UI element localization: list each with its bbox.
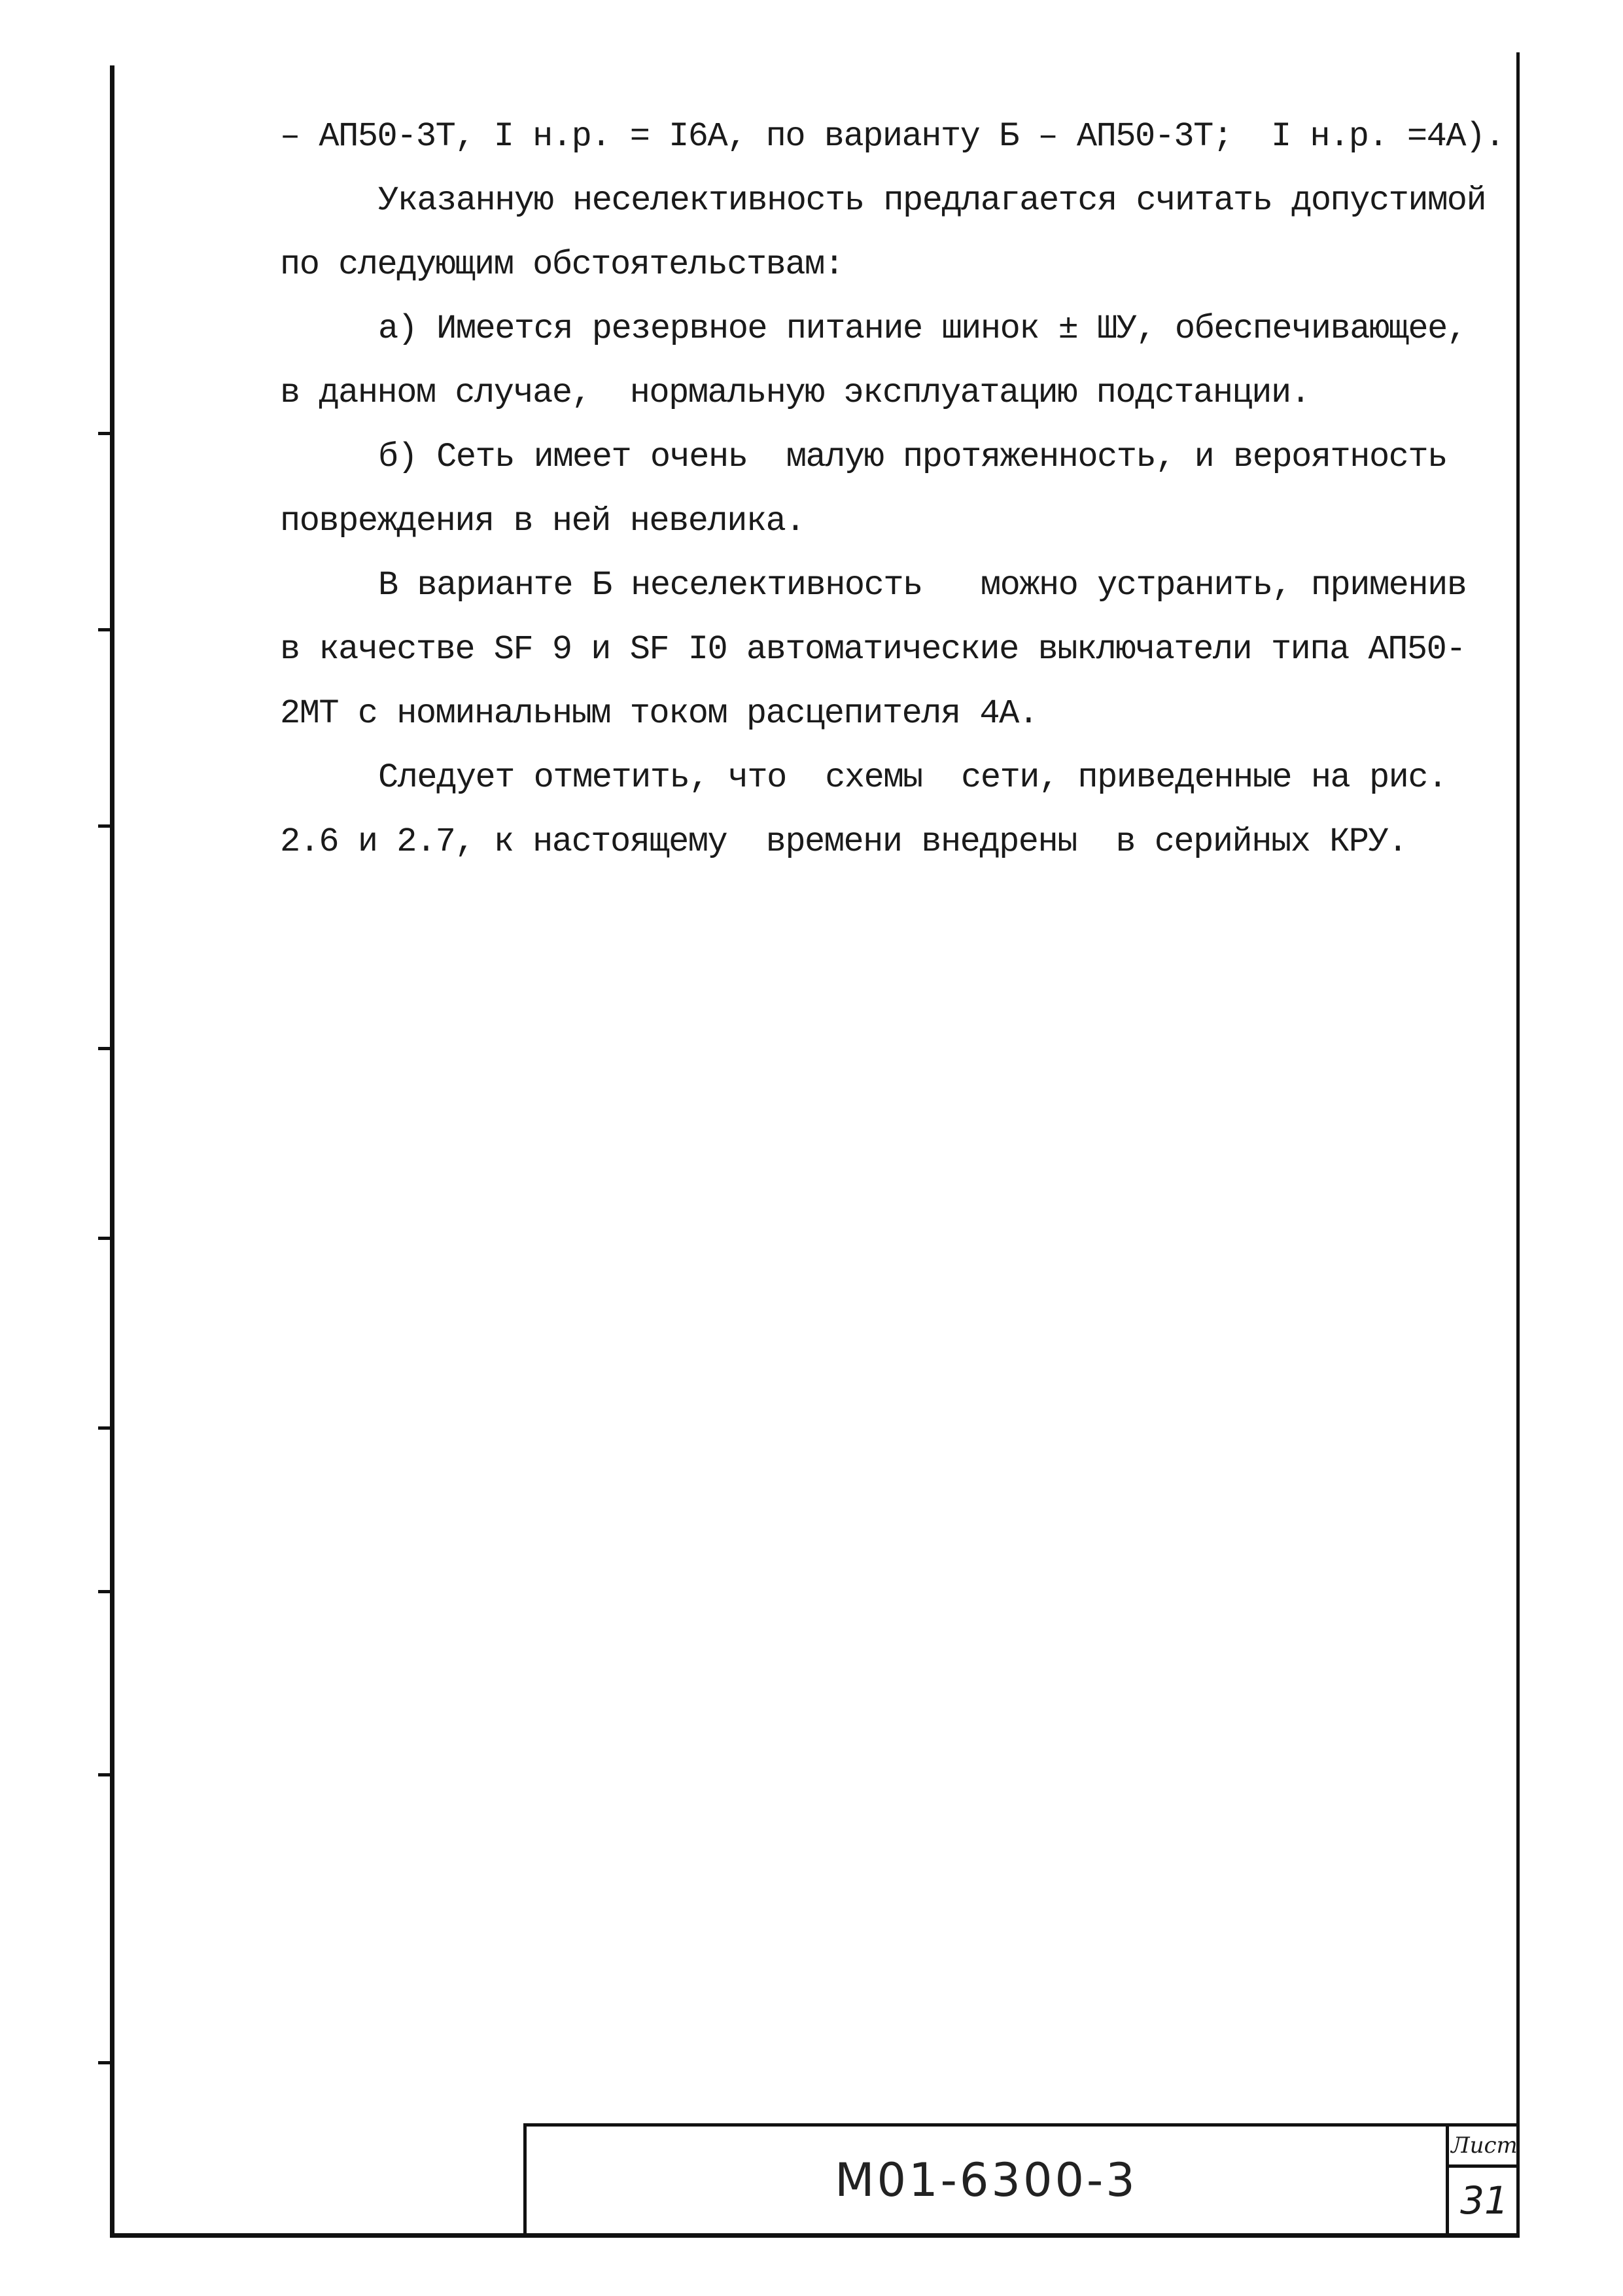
margin-tick <box>98 1237 114 1240</box>
title-block-stamp <box>523 2123 1516 2233</box>
margin-tick <box>98 1590 114 1593</box>
document-code: М01-6300-3 <box>835 2153 1138 2207</box>
text-line: по следующим обстоятельствам: <box>280 245 844 284</box>
margin-tick <box>98 432 114 435</box>
margin-tick <box>98 824 114 828</box>
margin-tick <box>98 1426 114 1430</box>
frame-right-border <box>1516 52 1520 2238</box>
text-line: а) Имеется резервное питание шинок ± ШУ, обеспечивающее, <box>378 309 1467 348</box>
text-line: б) Сеть имеет очень малую протяженность, и вероятность <box>378 438 1447 476</box>
text-line: в данном случае, нормальную эксплуатацию подстанции. <box>280 374 1310 412</box>
text-line: в качестве SF 9 и SF I0 автоматические выключатели типа АП50- <box>280 630 1466 669</box>
margin-tick <box>98 1773 114 1776</box>
text-line: Следует отметить, что схемы сети, приведенные на рис. <box>378 758 1447 797</box>
document-body <box>280 105 1503 874</box>
margin-tick <box>98 2061 114 2064</box>
text-line: 2.6 и 2.7, к настоящему времени внедрены в серийных КРУ. <box>280 822 1407 861</box>
text-line: Указанную неселективность предлагается считать допустимой <box>378 181 1486 220</box>
text-line: – АП50-3Т, I н.р. = I6А, по варианту Б – АП50-3Т; I н.р. =4А). <box>280 117 1505 156</box>
margin-tick <box>98 1047 114 1050</box>
frame-bottom-border <box>110 2233 1520 2238</box>
text-line: повреждения в ней невелика. <box>280 502 805 540</box>
margin-tick <box>98 628 114 631</box>
sheet-cell <box>1446 2127 1520 2233</box>
text-line: 2МТ с номинальным током расцепителя 4А. <box>280 694 1038 733</box>
sheet-number: 31 <box>1460 2178 1509 2223</box>
frame-left-border <box>110 65 114 2238</box>
text-line: В варианте Б неселективность можно устранить, применив <box>378 566 1467 605</box>
sheet-label: Лист <box>1449 2127 1520 2168</box>
